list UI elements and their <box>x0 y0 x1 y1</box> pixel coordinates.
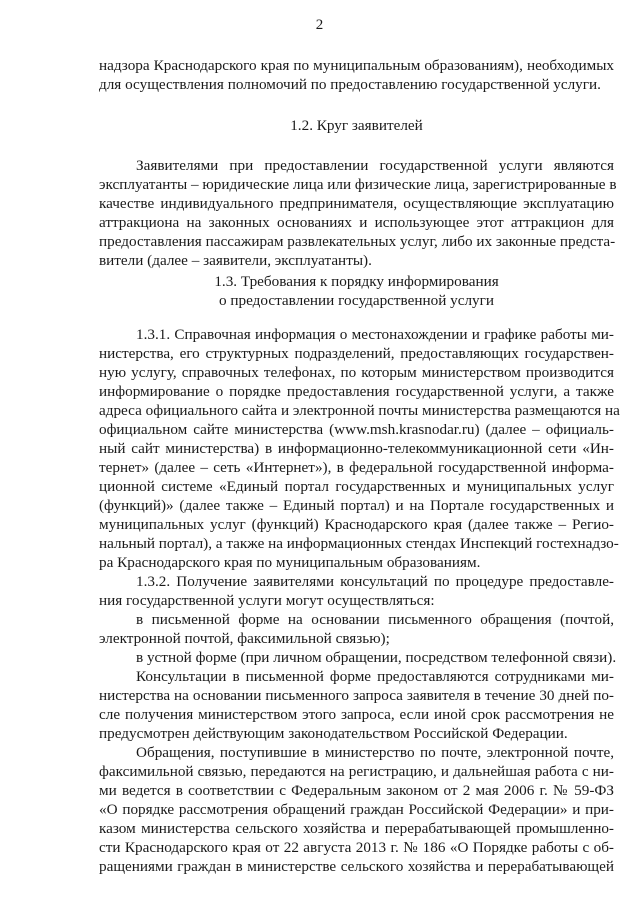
text-line: предоставления пассажирам развлекательных услуг, либо их законные предста- <box>99 233 616 250</box>
text-line: ную услугу, справочных телефонах, по которым министерством производится <box>99 364 614 381</box>
text-line: в письменной форме на основании письменного обращения (почтой, <box>136 611 614 628</box>
text-line: вители (далее – заявители, эксплуатанты). <box>99 252 372 269</box>
text-line: официальном сайте министерства (www.msh.krasnodar.ru) (далее – официаль- <box>99 421 614 438</box>
text-line: в устной форме (при личном обращении, посредством телефонной связи). <box>136 649 617 666</box>
text-line: нальный портал), а также на информационных стендах Инспекций гостехнадзо- <box>99 535 619 552</box>
text-line: адреса официального сайта и электронной почты министерства размещаются на <box>99 402 620 419</box>
text-line: для осуществления полномочий по предоставлению государственной услуги. <box>99 76 601 93</box>
text-line: Обращения, поступившие в министерство по почте, электронной почте, <box>136 744 614 761</box>
text-line: факсимильной связью, передаются на регистрацию, и дальнейшая работа с ни- <box>99 763 614 780</box>
text-line: тернет» (далее – сеть «Интернет»), в федеральной государственной информа- <box>99 459 614 476</box>
text-line: сле получения министерством этого запроса, если иной срок рассмотрения не <box>99 706 614 723</box>
text-line: (функций)» (далее также – Единый портал) и на Портале государственных и <box>99 497 614 514</box>
text-line: эксплуатанты – юридические лица или физические лица, зарегистрированные в <box>99 176 617 193</box>
text-line: надзора Краснодарского края по муниципальным образованиям), необходимых <box>99 57 614 74</box>
text-line: Консультации в письменной форме предоставляются сотрудниками ми- <box>136 668 614 685</box>
text-line: «О порядке рассмотрения обращений граждан Российской Федерации» и при- <box>99 801 614 818</box>
text-line: сти Краснодарского края от 22 августа 2013 г. № 186 «О Порядке работы с об- <box>99 839 614 856</box>
text-line: нистерства, его структурных подразделений, предоставляющих государствен- <box>99 345 614 362</box>
section-heading: 1.3. Требования к порядку информирования <box>214 273 499 290</box>
text-line: ми ведется в соответствии с Федеральным законом от 2 мая 2006 г. № 59-ФЗ <box>99 782 614 799</box>
text-line: 1.3.2. Получение заявителями консультаций по процедуре предоставле- <box>136 573 614 590</box>
text-line: качестве индивидуального предпринимателя, осуществляющие эксплуатацию <box>99 195 614 212</box>
page-number: 2 <box>315 17 324 33</box>
text-line: ционной системе «Единый портал государственных и муниципальных услуг <box>99 478 614 495</box>
text-line: ный сайт министерства) в информационно-телекоммуникационной сети «Ин- <box>99 440 614 457</box>
text-line: Заявителями при предоставлении государственной услуги являются <box>136 157 614 174</box>
text-line: казом министерства сельского хозяйства и перерабатывающей промышленно- <box>99 820 614 837</box>
text-line: муниципальных услуг (функций) Краснодарского края (далее также – Регио- <box>99 516 614 533</box>
text-line: 1.3.1. Справочная информация о местонахождении и графике работы ми- <box>136 326 614 343</box>
text-line: аттракциона на законных основаниях и использующее этот аттракцион для <box>99 214 614 231</box>
section-heading: о предоставлении государственной услуги <box>218 292 495 309</box>
text-line: электронной почтой, факсимильной связью); <box>99 630 390 647</box>
section-heading: 1.2. Круг заявителей <box>290 117 423 134</box>
text-line: предусмотрен действующим законодательством Российской Федерации. <box>99 725 568 742</box>
text-line: ния государственной услуги могут осуществляться: <box>99 592 435 609</box>
text-line: нистерства на основании письменного запроса заявителя в течение 30 дней по- <box>99 687 614 704</box>
text-line: ращениями граждан в министерстве сельского хозяйства и перерабатывающей <box>99 858 614 875</box>
text-line: информирование о порядке предоставления государственной услуги, а также <box>99 383 614 400</box>
text-line: ра Краснодарского края по муниципальным образованиям. <box>99 554 481 571</box>
